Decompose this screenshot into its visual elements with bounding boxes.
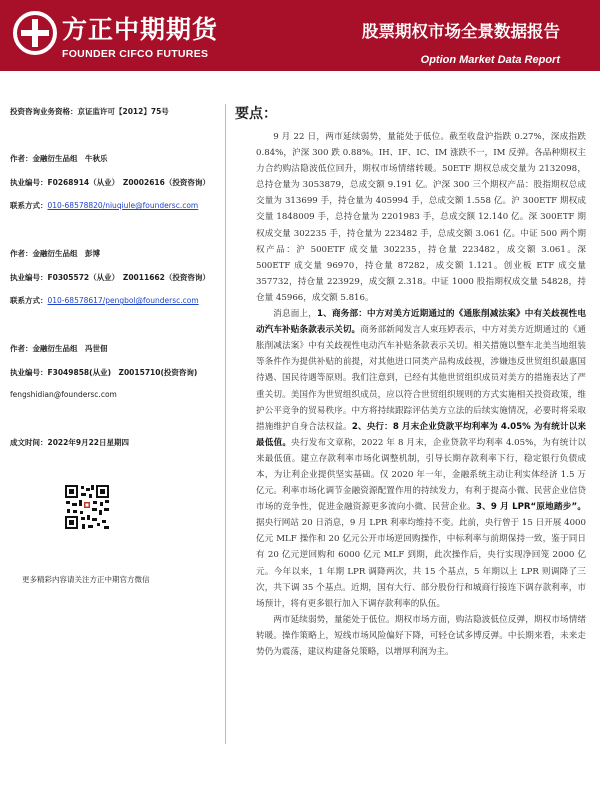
logo-english-name: FOUNDER CIFCO FUTURES [62, 48, 209, 60]
column-divider [225, 104, 226, 744]
news-item-3-headline: 3、9 月 LPR“原地踏步”。 [475, 502, 586, 513]
contact-label: 联系方式： [10, 296, 48, 305]
news-item-1-headline: 1、商务部：中方对美方近期通过的《通胀削减法案》中有关歧视性电动汽车补贴条款表示关切。 [256, 309, 586, 336]
qr-caption: 更多精彩内容请关注方正中期官方微信 [22, 575, 150, 584]
news-item-2-body: 央行发布文章称，2022 年 8 月末，企业贷款平均利率 4.05%，为有统计以来最低值。建立存款利率市场化调整机制，引导长期存款利率下行，稳定银行负债成本，为让利企业提供坚实基础。仅 2020 年一年，金融系统主动让利实体经济 1.5 万亿元。利率市场化调节金融资源配置作用的持续发力，有利于提高小微、民营企业信贷市场的竞争性，促进金融资源更多流向小微、民营企业。 [256, 437, 586, 513]
author-1-contact-link[interactable]: 010-68578820/niuqiule@foundersc.com [47, 201, 199, 210]
author-1-contact [10, 200, 198, 211]
author-3-contact: fengshidian@foundersc.com [10, 390, 117, 399]
author-1-license: 执业编号：F0268914（从业） Z0002616（投资咨询） [10, 178, 210, 187]
report-subtitle: Option Market Data Report [420, 54, 560, 66]
strategy-paragraph: 两市延续弱势，量能处于低位。期权市场方面，购沽隐波低位反弹，期权市场情绪转暖。操作策略上，短线市场风险偏好下降，可轻仓试多博反弹。中长期来看，未来走势仍为震荡，建议构建备兑策略，以增厚利润为主。 [256, 614, 586, 657]
logo-chinese-name: 方正中期期货 [62, 15, 219, 44]
report-date: 成文时间：2022年9月22日星期四 [10, 438, 130, 447]
news-item-2-headline: 2、央行：8 月末企业贷款平均利率为 4.05% 为有统计以来最低值。 [256, 421, 586, 448]
author-3-name: 作者：金融衍生品组 冯世佃 [10, 344, 108, 353]
wechat-qr-code-icon[interactable] [64, 484, 110, 530]
report-body [256, 129, 586, 660]
author-3-license: 执业编号：F3049858(从业) Z0015710(投资咨询) [10, 368, 198, 377]
report-header [0, 0, 600, 71]
contact-label: 联系方式： [10, 201, 48, 210]
news-paragraph [256, 306, 586, 612]
news-item-1-body: 商务部新闻发言人束珏婷表示，中方对美方近期通过的《通胀削减法案》中有关歧视性电动汽车补贴条款表示关切。相关措施以整车北美当地组装等条件作为提供补贴的前提，对其他进口同类产品构成歧视，涉嫌违反世贸组织最惠国待遇、国民待遇等原则。我们注意到，已经有其他世贸组织成员对美方的措施表达了严重关切。美国作为世贸组织成员，应以符合世贸组织规则的方式实施相关投资政策，维护公平竞争的贸易秩序。中方将持续跟踪评估美方立法的后续实施情况，必要时将采取措施维护自身合法权益。 [256, 325, 586, 432]
report-title: 股票期权市场全景数据报告 [362, 22, 560, 41]
author-1-name: 作者：金融衍生品组 牛秋乐 [10, 154, 108, 163]
author-2-license: 执业编号：F0305572（从业） Z0011662（投资咨询） [10, 273, 210, 282]
author-2-contact-link[interactable]: 010-68578617/pengbol@foundersc.com [47, 296, 199, 305]
license-line: 投资咨询业务资格：京证监许可【2012】75号 [10, 107, 169, 116]
market-summary-paragraph: 9 月 22 日，两市延续弱势，量能处于低位。截至收盘沪指跌 0.27%，深成指跌 0.84%，沪深 300 跌 0.88%。IH、IF、IC、IM 涨跌不一，IM 反弹。各品种期权主力合约购沽隐波低位回升，期权市场情绪转暖。50ETF 期权总成交量为 2132098，总持仓量为 3053879，总成交额 9.191 亿。沪深 300 三个期权产品：股指期权总成交量为 313699 手，持仓量为 405994 手，总成交额 1.558 亿。沪 300ETF 期权成交量 1848009 手，总持仓量为 2201983 手，总成交额 12.140 亿。深 300ETF 期权成交量 302235 手，持仓量为 223482 手，总成交额 3.061 亿。中证 500 两个期权产品：沪 500ETF 成交量 302235，持仓量 223482，成交额 3.061。深 500ETF 成交量 96970，持仓量 87282，成交额 1.121。创业板 ETF 成交量 357732，持仓量 223929，成交额 2.318。中证 1000 股指期权成交量 54828，持仓量 45966，成交额 5.816。 [256, 132, 586, 303]
news-item-3-body: 据央行网站 20 日消息，9 月 LPR 利率均维持不变。此前，央行曾于 15 日开展 4000 亿元 MLF 操作和 20 亿元公开市场逆回购操作，中标利率与前期保持一致，鉴于同日有 20 亿元逆回购和 6000 亿元 MLF 到期，此次操作后，央行实现净回笼 2000 亿元。今年以来，1 年期 LPR 调降两次，共 15 个基点，5 年期以上 LPR 则调降了三次，共下调 35 个基点。近期，国有大行、部分股份行和城商行接连下调存款利率，市场预计，将有更多银行加入下调存款利率的队伍。 [256, 518, 586, 609]
author-2-name: 作者：金融衍生品组 彭博 [10, 249, 100, 258]
founder-logo-icon [13, 11, 57, 55]
author-2-contact [10, 295, 199, 306]
news-intro: 消息面上， [273, 309, 318, 320]
key-points-heading: 要点： [235, 106, 277, 122]
